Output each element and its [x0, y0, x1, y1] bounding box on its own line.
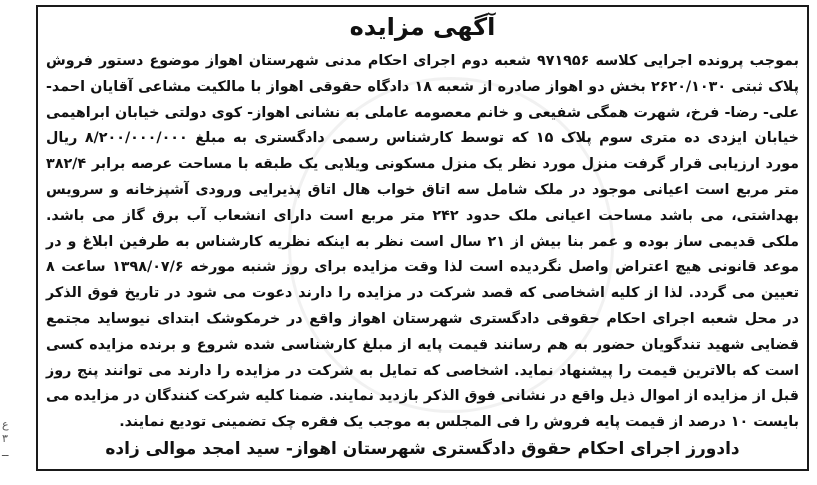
notice-title: آگهی مزایده [349, 13, 496, 41]
margin-mark: ــ [2, 446, 9, 459]
margin-marks [2, 418, 14, 460]
margin-mark: ع [2, 418, 9, 431]
notice-frame [36, 5, 809, 471]
margin-mark: ۳ [2, 432, 8, 445]
notice-signature: دادورز اجرای احکام حقوق دادگستری شهرستان اهواز- سید امجد موالی زاده [105, 439, 740, 459]
notice-body: بموجب پرونده اجرایی کلاسه ۹۷۱۹۵۶ شعبه دوم اجرای احکام مدنی شهرستان اهواز موضوع دستور فروش پلاک ثبتی ۲۶۲۰/۱۰۳۰ بخش دو اهواز صادره از شعبه ۱۸ دادگاه حقوقی اهواز با مالکیت مشاعی آقایان احمد- علی- رضا- فرخ، شهرت همگی شفیعی و خانم معصومه عاملی به نشانی اهواز- کوی دولتی خیابان ابراهیمی خیابان ایزدی ده متری سوم پلاک ۱۵ که توسط کارشناس رسمی دادگستری به مبلغ ۸/۲۰۰/۰۰۰/۰۰۰ ریال مورد ارزیابی قرار گرفت منزل مورد نظر یک منزل مسکونی ویلایی یک طبقه با مساحت عرصه برابر ۳۸۲/۴ متر مربع است اعیانی موجود در ملک شامل سه اتاق خواب هال اتاق پذیرایی ورودی آشپزخانه و سرویس بهداشتی، می باشد مساحت اعیانی ملک حدود ۲۴۲ متر مربع است دارای انشعاب آب برق گاز می باشد. ملکی قدیمی ساز بوده و عمر بنا بیش از ۲۱ سال است نظر به اینکه نظریه کارشناس به طرفین ابلاغ و در موعد قانونی هیچ اعتراض واصل نگردیده است لذا وقت مزایده برای روز شنبه مورخه ۱۳۹۸/۰۷/۶ ساعت ۸ تعیین می گردد. لذا از کلیه اشخاصی که قصد شرکت در مزایده را دارند دعوت می شود در تاریخ فوق الذکر در محل شعبه اجرای احکام حقوقی دادگستری شهرستان اهواز واقع در خرمکوشک ابتدای نیوساید مجتمع قضایی شهید تندگویان حضور به هم رسانند قیمت پایه از مبلغ کارشناسی شده شروع و برنده مزایده کسی است که بالاترین قیمت را پیشنهاد نماید. اشخاصی که تمایل به شرکت در مزایده را دارند می توانند پنج روز قبل از مزایده از اموال ذیل واقع در نشانی فوق الذکر بازدید نمایند. ضمنا کلیه شرکت کنندگان در مزایده می بایست ۱۰ درصد از قیمت پایه فروش را فی المجلس به موجب یک فقره چک تضمینی تودیع نمایند. [46, 53, 800, 431]
